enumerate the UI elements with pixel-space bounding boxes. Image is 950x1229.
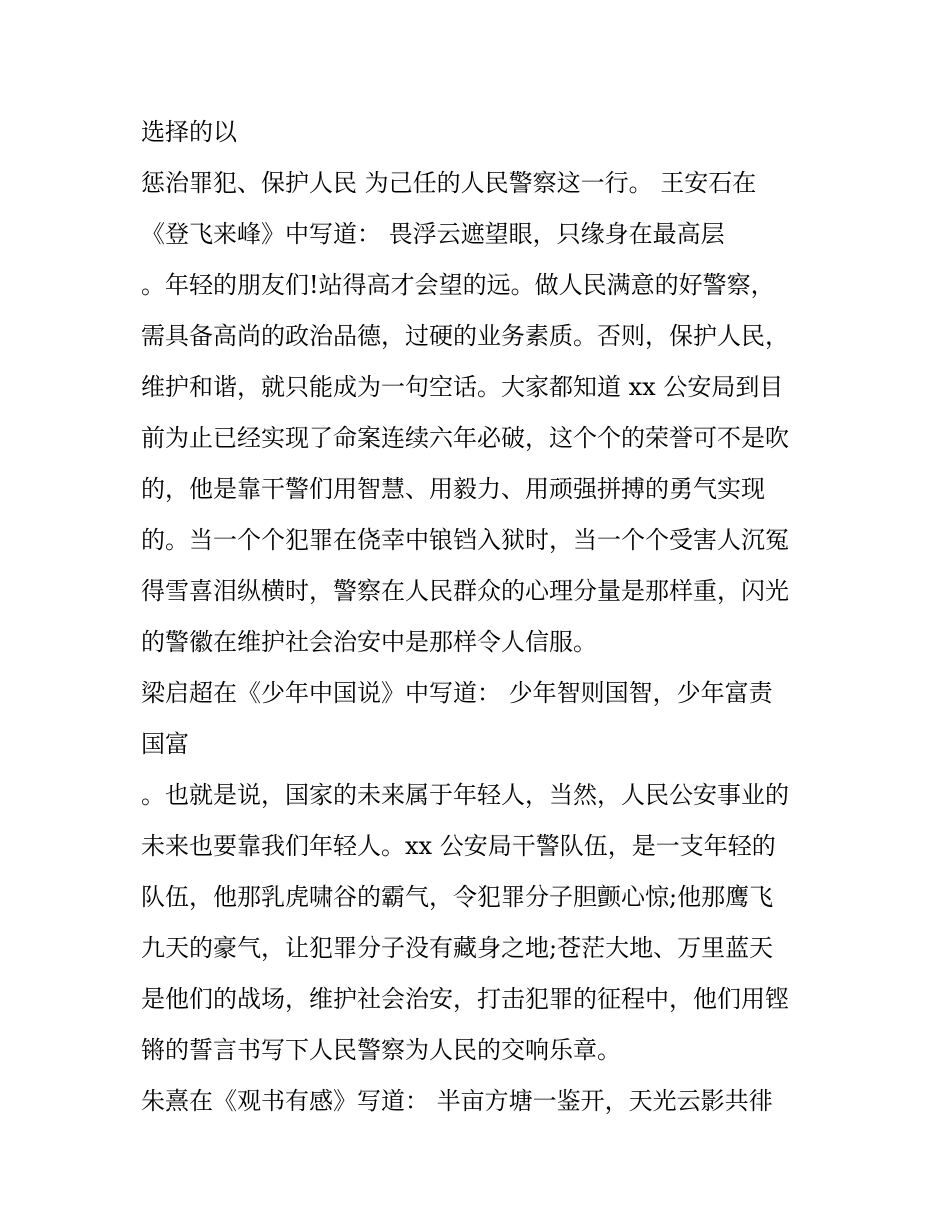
text-line: 的，他是靠干警们用智慧、用毅力、用顽强拼搏的勇气实现: [141, 475, 765, 503]
text-line: 国富: [141, 730, 189, 758]
text-line: 选择的以: [141, 118, 237, 146]
text-line: 是他们的战场，维护社会治安，打击犯罪的征程中，他们用铿: [141, 985, 789, 1013]
text-line: 前为止已经实现了命案连续六年必破，这个个的荣誉可不是吹: [141, 424, 789, 452]
text-line: 梁启超在《少年中国说》中写道： 少年智则国智，少年富责: [141, 679, 773, 707]
document-body: [141, 107, 831, 1127]
text-line: 。也就是说，国家的未来属于年轻人，当然，人民公安事业的: [141, 781, 789, 809]
text-line: 维护和谐，就只能成为一句空话。大家都知道 xx 公安局到目: [141, 373, 784, 401]
text-line: 。年轻的朋友们!站得高才会望的远。做人民满意的好警察，: [141, 271, 775, 299]
text-line: 未来也要靠我们年轻人。xx 公安局干警队伍，是一支年轻的: [141, 832, 776, 860]
text-line: 惩治罪犯、保护人民 为己任的人民警察这一行。 王安石在: [141, 169, 757, 197]
text-line: 的警徽在维护社会治安中是那样令人信服。: [141, 628, 597, 656]
text-line: 朱熹在《观书有感》写道： 半亩方塘一鉴开，天光云影共徘: [141, 1087, 773, 1115]
text-line: 需具备高尚的政治品德，过硬的业务素质。否则，保护人民，: [141, 322, 789, 350]
text-line: 队伍，他那乳虎啸谷的霸气，令犯罪分子胆颤心惊;他那鹰飞: [141, 883, 774, 911]
text-line: 锵的誓言书写下人民警察为人民的交响乐章。: [141, 1036, 621, 1064]
text-line: 的。当一个个犯罪在侥幸中锒铛入狱时，当一个个受害人沉冤: [141, 526, 789, 554]
text-line: 九天的豪气，让犯罪分子没有藏身之地;苍茫大地、万里蓝天: [141, 934, 774, 962]
text-line: 得雪喜泪纵横时，警察在人民群众的心理分量是那样重，闪光: [141, 577, 789, 605]
text-line: 《登飞来峰》中写道： 畏浮云遮望眼，只缘身在最高层: [141, 220, 725, 248]
